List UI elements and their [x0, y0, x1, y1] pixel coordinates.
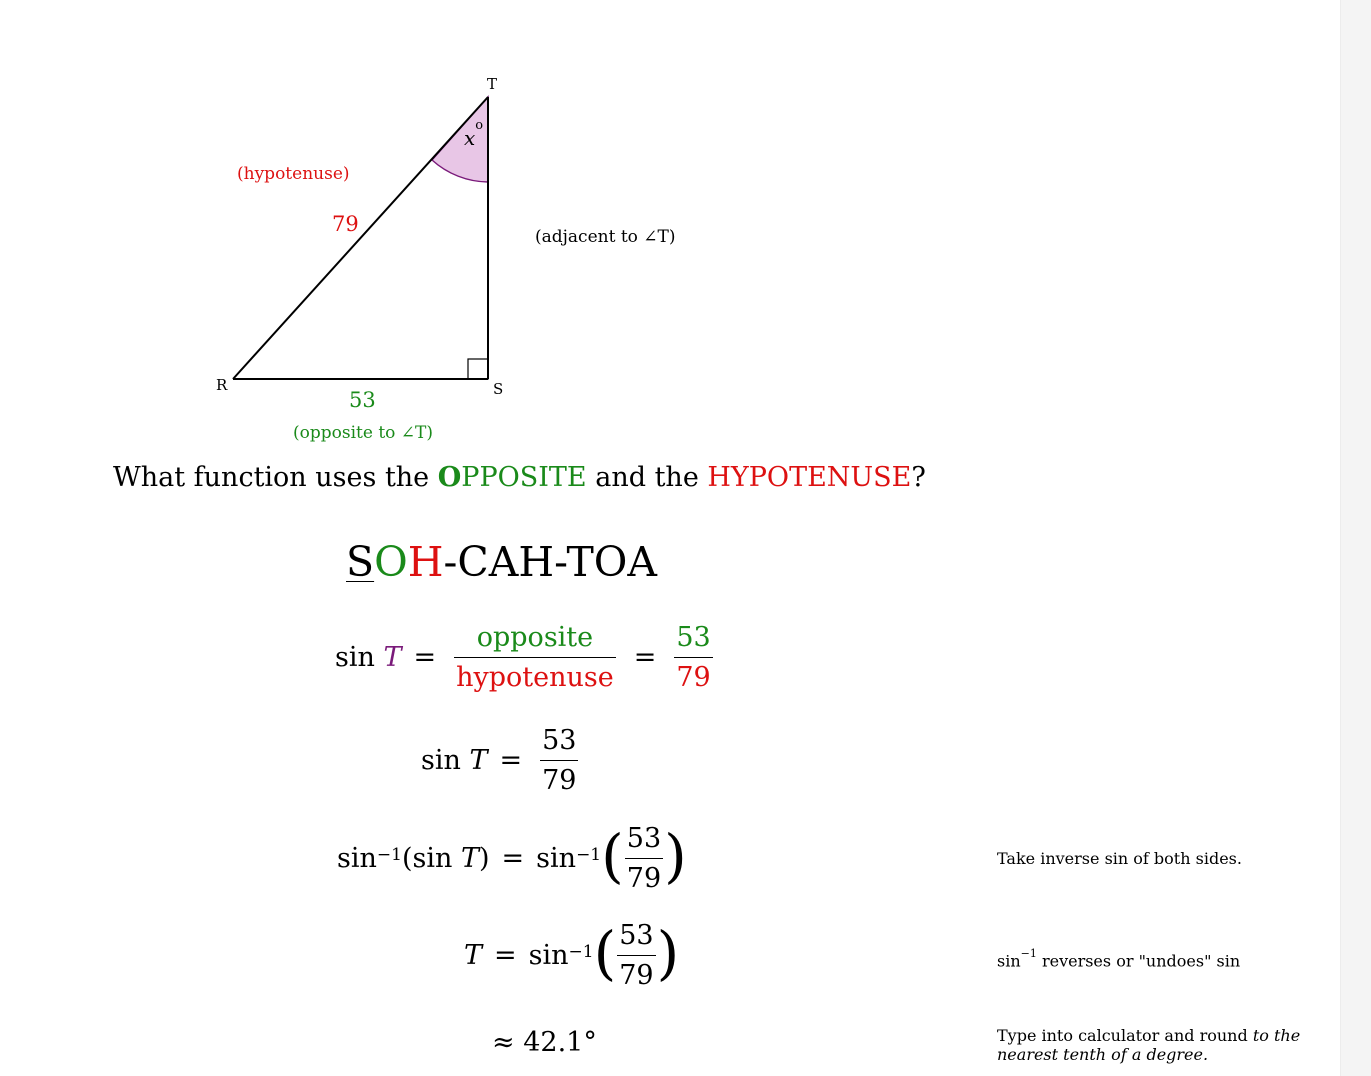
eq1-variable: T: [383, 642, 402, 673]
vertex-s-label: S: [493, 380, 504, 398]
opposite-value: 53: [349, 388, 376, 412]
eq4-big-open-paren: (: [593, 918, 617, 987]
eq4-big-close-paren: ): [656, 918, 680, 987]
question-middle: and the: [586, 462, 708, 493]
note-inverse-both-sides: Take inverse sin of both sides.: [997, 849, 1242, 868]
triangle-diagram: [0, 0, 900, 460]
eq1-word-fraction: [454, 622, 616, 693]
eq3-inverse-superscript: −1: [376, 844, 402, 865]
mnemonic-o: O: [374, 538, 408, 586]
eq3-sin: sin: [337, 843, 377, 874]
vertex-t-label: T: [487, 75, 498, 93]
equation-inverse-both-sides: [337, 823, 687, 894]
mnemonic-rest: -CAH-TOA: [443, 538, 658, 586]
note3-plain: Type into calculator and round: [997, 1026, 1253, 1045]
adjacent-tag: (adjacent to ∠T): [535, 227, 676, 247]
eq4-equals: =: [494, 940, 517, 971]
question-hypotenuse: HYPOTENUSE: [707, 462, 912, 493]
question-opposite-rest: PPOSITE: [461, 462, 587, 493]
mnemonic-h: H: [407, 538, 444, 586]
eq4-variable: T: [464, 940, 483, 971]
eq4-inverse-superscript: −1: [568, 941, 594, 962]
eq5-approx-sign: ≈: [492, 1027, 515, 1058]
eq4-numerator: 53: [619, 920, 654, 951]
note3-italic-1: to the: [1252, 1026, 1301, 1045]
eq2-equals: =: [499, 745, 523, 776]
eq1-sin: sin: [335, 642, 375, 673]
opposite-tag: (opposite to ∠T): [293, 423, 434, 443]
eq5-result-value: 42.1°: [523, 1027, 597, 1058]
equation-solve-t: [464, 920, 679, 991]
eq3-rhs-superscript: −1: [576, 844, 602, 865]
angle-variable: x: [464, 126, 476, 150]
eq2-fraction: [540, 725, 578, 796]
eq1-number-fraction: [674, 622, 712, 693]
eq3-big-close-paren: ): [664, 821, 687, 890]
question-text: [113, 462, 926, 493]
note-calculator-round: [997, 1026, 1300, 1064]
note3-italic-2: nearest tenth of a degree.: [997, 1045, 1209, 1064]
eq4-fraction: [617, 920, 655, 991]
vertex-r-label: R: [216, 376, 228, 394]
eq2-numerator: 53: [542, 725, 577, 756]
note-sin-inverse-undoes: [997, 947, 1240, 970]
eq1-opposite-word: opposite: [476, 622, 594, 653]
hypotenuse-tag: (hypotenuse): [237, 164, 350, 184]
question-suffix: ?: [911, 462, 926, 493]
equation-sine-definition: [335, 622, 719, 693]
eq1-equals-2: =: [633, 642, 657, 673]
eq3-variable: T: [460, 843, 479, 874]
note2-sin: sin: [997, 951, 1021, 971]
angle-x-label: [464, 118, 484, 150]
eq1-numerator: 53: [676, 622, 711, 653]
note2-rest: reverses or "undoes" sin: [1036, 951, 1241, 971]
eq2-variable: T: [469, 745, 488, 776]
angle-degree-mark: o: [475, 118, 484, 134]
equation-sine-ratio: [421, 725, 584, 796]
eq1-denominator: 79: [674, 657, 712, 693]
eq4-sin: sin: [528, 940, 569, 971]
eq3-close-paren: ): [479, 843, 490, 874]
eq3-equals: =: [501, 843, 525, 874]
eq3-open-paren: (: [401, 843, 413, 874]
eq3-denominator: 79: [625, 858, 663, 894]
eq3-rhs-sin: sin: [536, 843, 577, 874]
mnemonic-s: S: [346, 538, 375, 586]
right-angle-marker: [468, 359, 488, 379]
eq2-sin: sin: [421, 745, 461, 776]
note2-superscript: −1: [1020, 947, 1037, 960]
eq3-inner-sin: sin: [412, 843, 453, 874]
question-prefix: What function uses the: [113, 462, 438, 493]
question-opposite-initial: O: [437, 462, 462, 493]
eq3-numerator: 53: [626, 823, 662, 854]
side-hypotenuse: [233, 97, 488, 379]
eq1-equals: =: [413, 642, 437, 673]
scrollbar-track[interactable]: [1340, 0, 1371, 1076]
hypotenuse-value: 79: [332, 212, 359, 236]
eq1-hypotenuse-word: hypotenuse: [454, 657, 616, 693]
equation-approximate-result: [492, 1027, 597, 1058]
eq3-fraction: [625, 823, 663, 894]
eq2-denominator: 79: [540, 760, 578, 796]
soh-cah-toa-mnemonic: [346, 538, 657, 586]
eq3-big-open-paren: (: [601, 821, 624, 890]
eq4-denominator: 79: [617, 955, 655, 991]
